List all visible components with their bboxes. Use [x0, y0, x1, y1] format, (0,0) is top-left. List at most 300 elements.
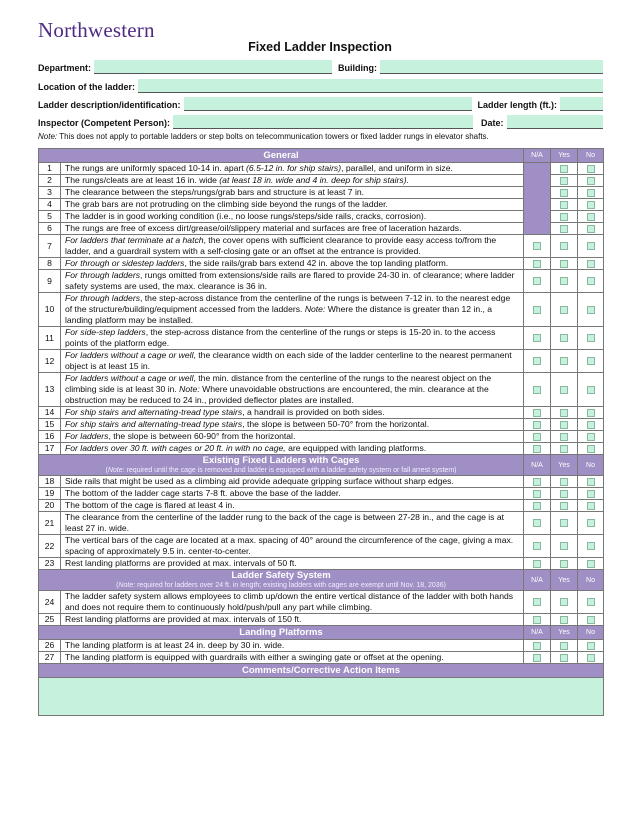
item-number: 22: [39, 535, 61, 558]
na-checkbox[interactable]: [533, 433, 541, 441]
no-cell: [578, 327, 604, 350]
column-header-no: No: [578, 626, 604, 640]
yes-cell: [551, 199, 578, 211]
checklist-row: [39, 488, 604, 500]
na-cell: [524, 235, 551, 258]
description-segment: , the step-across distance from the centerline of the rungs or steps is 15-20 in. to the access points of the platform edge.: [65, 327, 496, 348]
yes-cell: [551, 258, 578, 270]
no-checkbox[interactable]: [587, 642, 595, 650]
description-segment: For through ladders: [65, 270, 140, 280]
na-cell: [524, 512, 551, 535]
yes-cell: [551, 223, 578, 235]
yes-checkbox[interactable]: [560, 542, 568, 550]
no-checkbox[interactable]: [587, 654, 595, 662]
na-cell: [524, 327, 551, 350]
item-number: 10: [39, 293, 61, 327]
checklist-row: [39, 199, 604, 211]
description-segment: , the clearance width on each side of the ladder centerline to the nearest permanent object is at least 15 in.: [65, 350, 512, 371]
description-segment: For ladders without a cage or well: [65, 373, 194, 383]
yes-checkbox[interactable]: [560, 225, 568, 233]
section-title-text: Ladder Safety System: [231, 570, 331, 581]
section-title-text: General: [263, 150, 299, 161]
description-label: Ladder description/identification:: [38, 100, 181, 110]
item-description: [61, 187, 524, 199]
yes-cell: [551, 431, 578, 443]
no-cell: [578, 652, 604, 664]
no-checkbox[interactable]: [587, 334, 595, 342]
checklist-row: [39, 187, 604, 199]
na-cell: [524, 407, 551, 419]
department-label: Department:: [38, 63, 92, 73]
na-checkbox[interactable]: [533, 502, 541, 510]
na-disabled-cell: [524, 163, 551, 235]
yes-cell: [551, 407, 578, 419]
yes-checkbox[interactable]: [560, 213, 568, 221]
checklist-row: [39, 223, 604, 235]
item-description: [61, 293, 524, 327]
no-checkbox[interactable]: [587, 560, 595, 568]
inspector-input[interactable]: [173, 115, 473, 129]
yes-cell: [551, 175, 578, 187]
column-header-no: No: [578, 149, 604, 163]
na-checkbox[interactable]: [533, 560, 541, 568]
yes-cell: [551, 443, 578, 455]
description-segment: Where the distance is greater than 12 in., a landing platform may be installed.: [65, 304, 493, 325]
description-segment: The vertical bars of the cage are located at a max. spacing of 40° around the circumference of the cage, giving a max. spacing of approximately 9.5 in. center-to-center.: [65, 535, 514, 556]
yes-checkbox[interactable]: [560, 560, 568, 568]
inspector-label: Inspector (Competent Person):: [38, 118, 171, 128]
no-cell: [578, 293, 604, 327]
description-segment: Rest landing platforms are provided at max. intervals of 50 ft.: [65, 558, 297, 568]
description-segment: (6.5-12 in. for ship stairs): [246, 163, 342, 173]
item-number: 2: [39, 175, 61, 187]
na-cell: [524, 591, 551, 614]
section-header: [39, 149, 604, 163]
item-description: [61, 163, 524, 175]
na-checkbox[interactable]: [533, 616, 541, 624]
no-cell: [578, 211, 604, 223]
no-checkbox[interactable]: [587, 490, 595, 498]
na-checkbox[interactable]: [533, 478, 541, 486]
date-input[interactable]: [507, 115, 603, 129]
header-row-department: [38, 58, 603, 74]
yes-cell: [551, 488, 578, 500]
section-header: [39, 455, 604, 476]
description-segment: The clearance from the centerline of the ladder rung to the back of the cage is between 27-28 in., and the cage is at least 27 in. wide.: [65, 512, 505, 533]
yes-cell: [551, 591, 578, 614]
section-title: [39, 149, 524, 163]
item-number: 14: [39, 407, 61, 419]
no-checkbox[interactable]: [587, 306, 595, 314]
no-cell: [578, 558, 604, 570]
description-segment: Note:: [179, 384, 200, 394]
description-input[interactable]: [184, 97, 472, 111]
no-checkbox[interactable]: [587, 409, 595, 417]
no-checkbox[interactable]: [587, 177, 595, 185]
description-segment: The bottom of the cage is flared at least 4 in.: [65, 500, 235, 510]
yes-cell: [551, 535, 578, 558]
header-row-inspector: [38, 113, 603, 129]
description-segment: The ladder is in good working condition (i.e., no loose rungs/steps/side rails, cracks, corrosion).: [65, 211, 427, 221]
yes-checkbox[interactable]: [560, 242, 568, 250]
section-subtitle-open: (: [116, 582, 119, 589]
checklist-row: [39, 431, 604, 443]
item-description: [61, 558, 524, 570]
yes-checkbox[interactable]: [560, 201, 568, 209]
checklist-row: [39, 512, 604, 535]
northwestern-logo: Northwestern: [38, 18, 155, 42]
column-header-na: N/A: [524, 570, 551, 591]
no-checkbox[interactable]: [587, 433, 595, 441]
note-text: This does not apply to portable ladders or step bolts on telecommunication towers or fixed ladder rungs in elevator shafts.: [57, 132, 489, 141]
item-description: [61, 512, 524, 535]
comments-header: [39, 664, 604, 678]
yes-checkbox[interactable]: [560, 654, 568, 662]
no-cell: [578, 443, 604, 455]
column-header-no: No: [578, 455, 604, 476]
no-cell: [578, 500, 604, 512]
na-cell: [524, 476, 551, 488]
yes-checkbox[interactable]: [560, 277, 568, 285]
checklist-row: [39, 407, 604, 419]
description-segment: , rungs omitted from extensions/side rails are flared to provide 24-30 in. of clearance; where ladder safety systems are used, the max. clearance is 36 in.: [65, 270, 515, 291]
item-number: 15: [39, 419, 61, 431]
description-segment: , the min. distance from the centerline of the rungs to the nearest object on the climbing side is at least 30 in.: [65, 373, 492, 394]
item-number: 25: [39, 614, 61, 626]
column-header-na: N/A: [524, 626, 551, 640]
yes-cell: [551, 163, 578, 175]
yes-cell: [551, 476, 578, 488]
yes-checkbox[interactable]: [560, 177, 568, 185]
yes-cell: [551, 652, 578, 664]
na-cell: [524, 258, 551, 270]
description-segment: , a handrail is provided on both sides.: [242, 407, 385, 417]
na-cell: [524, 431, 551, 443]
item-description: [61, 235, 524, 258]
no-checkbox[interactable]: [587, 225, 595, 233]
item-number: 24: [39, 591, 61, 614]
na-checkbox[interactable]: [533, 334, 541, 342]
building-input[interactable]: [380, 60, 603, 74]
yes-cell: [551, 327, 578, 350]
no-cell: [578, 488, 604, 500]
na-checkbox[interactable]: [533, 277, 541, 285]
item-number: 8: [39, 258, 61, 270]
yes-checkbox[interactable]: [560, 502, 568, 510]
checklist-row: [39, 373, 604, 407]
scope-note: [38, 132, 489, 141]
description-segment: The grab bars are not protruding on the climbing side beyond the rungs of the ladder.: [65, 199, 388, 209]
no-checkbox[interactable]: [587, 502, 595, 510]
item-number: 12: [39, 350, 61, 373]
no-checkbox[interactable]: [587, 616, 595, 624]
yes-checkbox[interactable]: [560, 334, 568, 342]
item-description: [61, 327, 524, 350]
item-number: 20: [39, 500, 61, 512]
note-label: Note:: [38, 132, 58, 141]
no-checkbox[interactable]: [587, 598, 595, 606]
na-cell: [524, 640, 551, 652]
checklist-row: [39, 640, 604, 652]
no-checkbox[interactable]: [587, 201, 595, 209]
yes-cell: [551, 558, 578, 570]
na-checkbox[interactable]: [533, 519, 541, 527]
item-number: 7: [39, 235, 61, 258]
item-number: 17: [39, 443, 61, 455]
na-checkbox[interactable]: [533, 654, 541, 662]
item-number: 6: [39, 223, 61, 235]
no-checkbox[interactable]: [587, 421, 595, 429]
yes-checkbox[interactable]: [560, 519, 568, 527]
description-segment: The landing platform is at least 24 in. deep by 30 in. wide.: [65, 640, 285, 650]
no-checkbox[interactable]: [587, 189, 595, 197]
item-number: 9: [39, 270, 61, 293]
yes-cell: [551, 500, 578, 512]
no-checkbox[interactable]: [587, 519, 595, 527]
na-cell: [524, 419, 551, 431]
item-description: [61, 476, 524, 488]
na-cell: [524, 293, 551, 327]
na-checkbox[interactable]: [533, 242, 541, 250]
item-number: 27: [39, 652, 61, 664]
column-header-yes: Yes: [551, 455, 578, 476]
yes-cell: [551, 270, 578, 293]
description-segment: Side rails that might be used as a climbing aid provide adequate gripping surface without sharp edges.: [65, 476, 454, 486]
no-cell: [578, 199, 604, 211]
na-cell: [524, 350, 551, 373]
description-segment: Rest landing platforms are provided at max. intervals of 150 ft.: [65, 614, 302, 624]
no-checkbox[interactable]: [587, 213, 595, 221]
na-cell: [524, 558, 551, 570]
description-segment: Note:: [304, 304, 326, 314]
description-segment: For ship stairs and alternating-tread type stairs: [65, 407, 243, 417]
yes-cell: [551, 293, 578, 327]
no-checkbox[interactable]: [587, 260, 595, 268]
item-description: [61, 614, 524, 626]
na-checkbox[interactable]: [533, 542, 541, 550]
no-checkbox[interactable]: [587, 277, 595, 285]
section-subtitle-label: Note:: [118, 582, 136, 589]
description-segment: (at least 18 in. wide and 4 in. deep for ship stairs).: [219, 175, 409, 185]
na-checkbox[interactable]: [533, 598, 541, 606]
na-checkbox[interactable]: [533, 409, 541, 417]
checklist-row: [39, 591, 604, 614]
comments-input[interactable]: [39, 678, 604, 716]
item-number: 11: [39, 327, 61, 350]
yes-checkbox[interactable]: [560, 165, 568, 173]
yes-cell: [551, 373, 578, 407]
section-subtitle-label: Note:: [107, 467, 125, 474]
page-title: Fixed Ladder Inspection: [248, 40, 392, 54]
column-header-yes: Yes: [551, 149, 578, 163]
yes-checkbox[interactable]: [560, 433, 568, 441]
no-checkbox[interactable]: [587, 542, 595, 550]
section-title-text: Existing Fixed Ladders with Cages: [202, 455, 360, 466]
section-subtitle: [43, 466, 519, 475]
na-checkbox[interactable]: [533, 260, 541, 268]
no-cell: [578, 175, 604, 187]
no-checkbox[interactable]: [587, 242, 595, 250]
item-description: [61, 488, 524, 500]
no-cell: [578, 350, 604, 373]
yes-checkbox[interactable]: [560, 642, 568, 650]
na-cell: [524, 488, 551, 500]
yes-checkbox[interactable]: [560, 409, 568, 417]
yes-checkbox[interactable]: [560, 421, 568, 429]
no-cell: [578, 640, 604, 652]
item-number: 21: [39, 512, 61, 535]
item-number: 26: [39, 640, 61, 652]
description-segment: , parallel, and uniform in size.: [341, 163, 453, 173]
no-cell: [578, 270, 604, 293]
header-row-location: [38, 77, 603, 93]
item-description: [61, 419, 524, 431]
description-segment: The ladder safety system allows employees to climb up/down the entire vertical distance of the ladder with both hands and does not require them to continuously hold/push/pull any part while climbing.: [65, 591, 514, 612]
no-cell: [578, 614, 604, 626]
no-cell: [578, 419, 604, 431]
na-checkbox[interactable]: [533, 306, 541, 314]
yes-checkbox[interactable]: [560, 445, 568, 453]
item-number: 4: [39, 199, 61, 211]
checklist-row: [39, 350, 604, 373]
yes-checkbox[interactable]: [560, 616, 568, 624]
item-description: [61, 258, 524, 270]
description-segment: The landing platform is equipped with guardrails with either a swinging gate or offset at the opening.: [65, 652, 444, 662]
no-cell: [578, 235, 604, 258]
item-description: [61, 407, 524, 419]
item-number: 16: [39, 431, 61, 443]
no-checkbox[interactable]: [587, 165, 595, 173]
checklist-row: [39, 258, 604, 270]
building-label: Building:: [338, 63, 378, 73]
item-description: [61, 535, 524, 558]
no-checkbox[interactable]: [587, 386, 595, 394]
section-title: [39, 626, 524, 640]
yes-cell: [551, 419, 578, 431]
description-segment: For side-step ladders: [65, 327, 146, 337]
na-cell: [524, 500, 551, 512]
description-segment: For ladders over 30 ft. with cages or 20 ft. in with no cage,: [65, 443, 286, 453]
item-description: [61, 270, 524, 293]
checklist-row: [39, 476, 604, 488]
item-number: 23: [39, 558, 61, 570]
item-number: 18: [39, 476, 61, 488]
description-segment: , the slope is between 60-90° from the horizontal.: [108, 431, 296, 441]
yes-cell: [551, 350, 578, 373]
column-header-yes: Yes: [551, 570, 578, 591]
checklist-row: [39, 614, 604, 626]
no-cell: [578, 373, 604, 407]
column-header-na: N/A: [524, 455, 551, 476]
item-description: [61, 223, 524, 235]
na-checkbox[interactable]: [533, 642, 541, 650]
item-description: [61, 373, 524, 407]
na-checkbox[interactable]: [533, 357, 541, 365]
section-title-text: Landing Platforms: [239, 627, 323, 638]
description-segment: The clearance between the steps/rungs/grab bars and structure is at least 7 in.: [65, 187, 365, 197]
yes-checkbox[interactable]: [560, 490, 568, 498]
item-number: 3: [39, 187, 61, 199]
description-segment: For ladders: [65, 431, 109, 441]
yes-checkbox[interactable]: [560, 260, 568, 268]
item-description: [61, 175, 524, 187]
checklist-row: [39, 652, 604, 664]
item-description: [61, 652, 524, 664]
date-label: Date:: [481, 118, 504, 128]
description-segment: For through or sidestep ladders: [65, 258, 185, 268]
section-subtitle: [43, 581, 519, 590]
column-header-na: N/A: [524, 149, 551, 163]
checklist-row: [39, 535, 604, 558]
description-segment: The rungs are free of excess dirt/grease/oil/slippery material and surfaces are free of laceration hazards.: [65, 223, 462, 233]
checklist-row: [39, 558, 604, 570]
location-label: Location of the ladder:: [38, 82, 136, 92]
checklist-row: [39, 163, 604, 175]
item-number: 5: [39, 211, 61, 223]
no-cell: [578, 591, 604, 614]
no-cell: [578, 512, 604, 535]
description-segment: , the cover opens with sufficient clearance to provide easy access to/from the ladder, and a guardrail system with a self-closing gate or an offset at the entrance is provided.: [65, 235, 497, 256]
no-cell: [578, 223, 604, 235]
header-row-description: [38, 95, 603, 111]
no-cell: [578, 476, 604, 488]
no-cell: [578, 258, 604, 270]
description-segment: For ship stairs and alternating-tread type stairs: [65, 419, 243, 429]
department-input[interactable]: [94, 60, 332, 74]
section-subtitle-text: required until the cage is removed and ladder is equipped with a ladder safety system or fall arrest system): [124, 467, 457, 474]
yes-checkbox[interactable]: [560, 386, 568, 394]
yes-checkbox[interactable]: [560, 478, 568, 486]
yes-checkbox[interactable]: [560, 598, 568, 606]
yes-checkbox[interactable]: [560, 306, 568, 314]
yes-cell: [551, 235, 578, 258]
na-checkbox[interactable]: [533, 490, 541, 498]
na-cell: [524, 535, 551, 558]
yes-checkbox[interactable]: [560, 357, 568, 365]
inspection-table: [38, 148, 604, 716]
column-header-yes: Yes: [551, 626, 578, 640]
yes-checkbox[interactable]: [560, 189, 568, 197]
item-number: 1: [39, 163, 61, 175]
section-subtitle-open: (: [105, 467, 108, 474]
na-checkbox[interactable]: [533, 421, 541, 429]
item-description: [61, 431, 524, 443]
description-segment: For ladders that terminate at a hatch: [65, 235, 204, 245]
no-checkbox[interactable]: [587, 478, 595, 486]
description-segment: , the step-across distance from the centerline of the rungs is between 7-12 in. to the nearest edge of the structure/building/equipment accessed from the ladders.: [65, 293, 511, 314]
no-checkbox[interactable]: [587, 445, 595, 453]
description-segment: Where unavoidable obstructions are encountered, the min. clearance at the obstruction may be reduced to 24 in., provided deflector plates are installed.: [65, 384, 489, 405]
item-description: [61, 500, 524, 512]
description-segment: The rungs are uniformly spaced 10-14 in. apart: [65, 163, 247, 173]
na-cell: [524, 614, 551, 626]
yes-cell: [551, 614, 578, 626]
no-cell: [578, 407, 604, 419]
length-input[interactable]: [560, 97, 603, 111]
na-checkbox[interactable]: [533, 445, 541, 453]
checklist-row: [39, 175, 604, 187]
na-checkbox[interactable]: [533, 386, 541, 394]
no-cell: [578, 431, 604, 443]
location-input[interactable]: [138, 79, 603, 93]
na-cell: [524, 443, 551, 455]
item-description: [61, 211, 524, 223]
checklist-row: [39, 419, 604, 431]
checklist-row: [39, 235, 604, 258]
section-title: [39, 570, 524, 591]
no-checkbox[interactable]: [587, 357, 595, 365]
description-segment: For ladders without a cage or well: [65, 350, 194, 360]
